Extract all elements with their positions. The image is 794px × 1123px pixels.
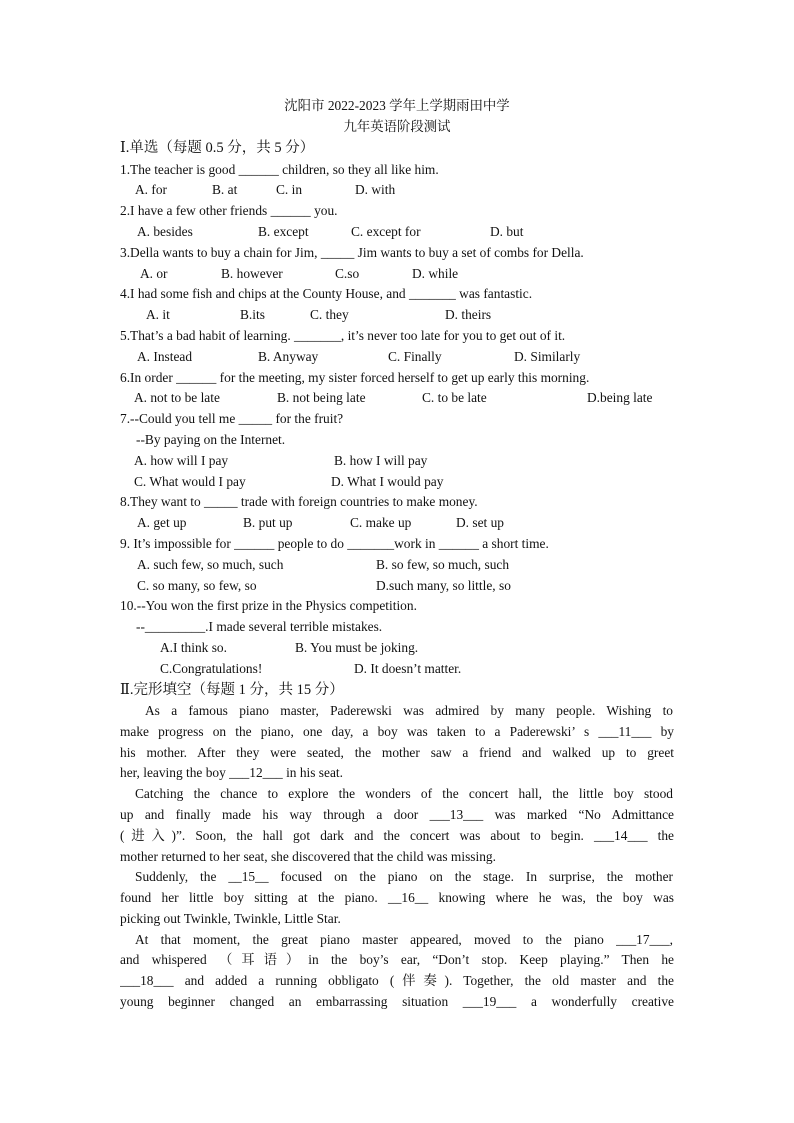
option-a: A. such few, so much, such <box>137 557 284 572</box>
passage-line: As a famous piano master, Paderewski was admired by many people. Wishing to <box>145 703 673 718</box>
option-a: A. or <box>140 266 168 281</box>
passage-line: and whispered （耳语）in the boy’s ear, “Don’t stop. Keep playing.” Then he <box>120 952 674 967</box>
option-c: C. to be late <box>422 390 487 405</box>
option-b: B. how I will pay <box>334 453 428 468</box>
option-c: C. What would I pay <box>134 474 246 489</box>
option-b: B. not being late <box>277 390 366 405</box>
option-a: A. it <box>146 307 170 322</box>
option-c: C. except for <box>351 224 421 239</box>
option-d: D.such many, so little, so <box>376 578 511 593</box>
passage-line: (进入)”. Soon, the hall got dark and the concert was about to begin. ___14___ the <box>120 828 674 843</box>
question-stem: 1.The teacher is good ______ children, so they all like him. <box>120 162 439 177</box>
question-stem: 7.--Could you tell me _____ for the fruit? <box>120 411 344 426</box>
option-d: D. What I would pay <box>331 474 444 489</box>
option-c: C. they <box>310 307 349 322</box>
option-c: C. Finally <box>388 349 442 364</box>
option-b: B. however <box>221 266 283 281</box>
question-stem: 9. It’s impossible for ______ people to do _______work in ______ a short time. <box>120 536 549 551</box>
option-c: C.Congratulations! <box>160 661 263 676</box>
option-d: D. set up <box>456 515 504 530</box>
passage-line: mother returned to her seat, she discovered that the child was missing. <box>120 849 496 864</box>
passage-line: her, leaving the boy ___12___ in his seat. <box>120 765 343 780</box>
exam-subtitle: 九年英语阶段测试 <box>343 119 451 134</box>
option-c: C. so many, so few, so <box>137 578 257 593</box>
passage-line: make progress on the piano, one day, a boy was taken to a Paderewski’ s ___11___ by <box>120 724 674 739</box>
section-2-heading: Ⅱ.完形填空（每题 1 分，共 15 分） <box>120 682 344 698</box>
option-b: B. Anyway <box>258 349 319 364</box>
passage-line: Suddenly, the __15__ focused on the piano on the stage. In surprise, the mother <box>135 869 673 884</box>
option-b: B. at <box>212 182 238 197</box>
exam-title: 沈阳市 2022-2023 学年上学期雨田中学 <box>284 98 510 113</box>
question-stem: 4.I had some fish and chips at the County House, and _______ was fantastic. <box>120 286 533 301</box>
option-b: B. so few, so much, such <box>376 557 510 572</box>
passage-line: At that moment, the great piano master appeared, moved to the piano ___17___, <box>135 932 673 947</box>
section-1-heading: Ⅰ.单选（每题 0.5 分，共 5 分） <box>120 140 315 156</box>
option-c: C. make up <box>350 515 412 530</box>
option-a: A. besides <box>137 224 193 239</box>
dialogue-reply: --By paying on the Internet. <box>136 432 286 447</box>
option-a: A.I think so. <box>160 640 227 655</box>
option-b: B. except <box>258 224 309 239</box>
passage-line: picking out Twinkle, Twinkle, Little Star. <box>120 911 341 926</box>
passage-line: ___18___ and added a running obbligato (伴奏). Together, the old master and the <box>120 973 674 988</box>
question-stem: 8.They want to _____ trade with foreign countries to make money. <box>120 494 478 509</box>
question-stem: 2.I have a few other friends ______ you. <box>120 203 338 218</box>
passage-line: found her little boy sitting at the piano. __16__ knowing where he was, the boy was <box>120 890 674 905</box>
option-c: C.so <box>335 266 360 281</box>
option-a: A. how will I pay <box>134 453 229 468</box>
option-d: D. with <box>355 182 396 197</box>
option-d: D. Similarly <box>514 349 581 364</box>
option-c: C. in <box>276 182 303 197</box>
option-a: A. for <box>135 182 167 197</box>
option-b: B. You must be joking. <box>295 640 419 655</box>
passage-line: young beginner changed an embarrassing situation ___19___ a wonderfully creative <box>120 994 674 1009</box>
dialogue-reply: --_________.I made several terrible mistakes. <box>136 619 383 634</box>
option-a: A. not to be late <box>134 390 220 405</box>
question-stem: 3.Della wants to buy a chain for Jim, _____ Jim wants to buy a set of combs for Della. <box>120 245 584 260</box>
option-d: D. but <box>490 224 524 239</box>
option-d: D. It doesn’t matter. <box>354 661 462 676</box>
question-stem: 10.--You won the first prize in the Physics competition. <box>120 598 417 613</box>
passage-line: Catching the chance to explore the wonders of the concert hall, the little boy stood <box>135 786 673 801</box>
option-b: B. put up <box>243 515 293 530</box>
passage-line: his mother. After they were seated, the mother saw a friend and walked up to greet <box>120 745 674 760</box>
question-stem: 5.That’s a bad habit of learning. _______, it’s never too late for you to get out of it. <box>120 328 566 343</box>
option-a: A. get up <box>137 515 187 530</box>
option-d: D.being late <box>587 390 653 405</box>
option-d: D. theirs <box>445 307 492 322</box>
question-stem: 6.In order ______ for the meeting, my sister forced herself to get up early this morning. <box>120 370 590 385</box>
option-a: A. Instead <box>137 349 193 364</box>
passage-line: up and finally made his way through a door ___13___ was marked “No Admittance <box>120 807 674 822</box>
option-d: D. while <box>412 266 459 281</box>
option-b: B.its <box>240 307 265 322</box>
